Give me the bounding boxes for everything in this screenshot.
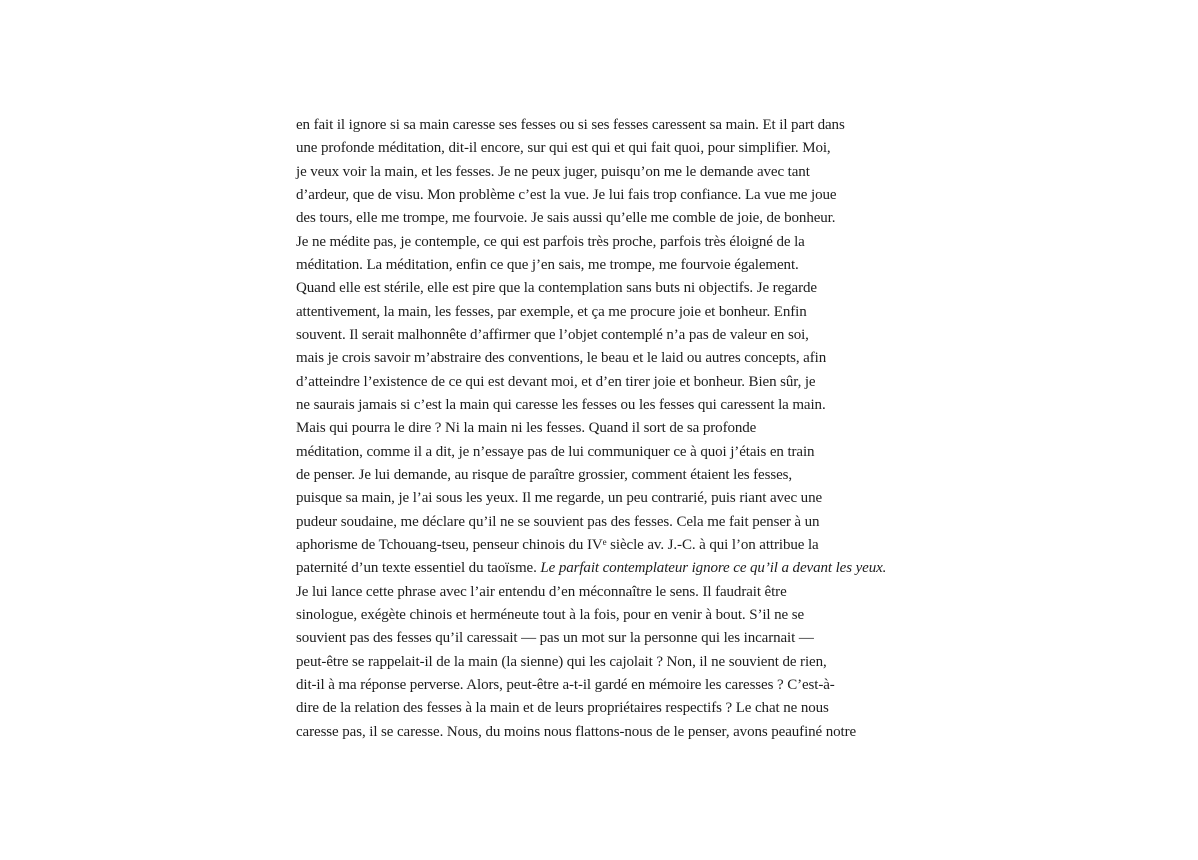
ordinal-superscript: e [602,536,607,547]
body-text: d’atteindre l’existence de ce qui est devant moi, et d’en tirer joie et bonheur. Bien sûr, je [296,373,816,390]
text-line [296,417,933,440]
body-text: sinologue, exégète chinois et herméneute tout à la fois, pour en venir à bout. S’il ne se [296,606,805,623]
text-line [296,371,933,394]
body-text: Je lui lance cette phrase avec l’air entendu d’en méconnaître le sens. Il faudrait être [296,583,787,600]
body-text: je veux voir la main, et les fesses. Je ne peux juger, puisqu’on me le demande avec tant [296,163,810,180]
text-line [296,534,933,557]
text-line [296,114,933,137]
text-line [296,721,933,744]
text-line [296,277,933,300]
body-text: dire de la relation des fesses à la main et de leurs propriétaires respectifs ? Le chat ne nous [296,700,829,717]
text-block [296,114,933,744]
text-line [296,441,933,464]
text-line [296,674,933,697]
body-text: ne saurais jamais si c’est la main qui caresse les fesses ou les fesses qui caressent la main. [296,396,826,413]
body-text: une profonde méditation, dit-il encore, sur qui est qui et qui fait quoi, pour simplifier. Moi, [296,140,831,157]
body-text: d’ardeur, que de visu. Mon problème c’est la vue. Je lui fais trop confiance. La vue me joue [296,186,837,203]
body-text: caresse pas, il se caresse. Nous, du moins nous flattons-nous de le penser, avons peaufiné notre [296,723,857,740]
text-line [296,604,933,627]
body-text: souvent. Il serait malhonnête d’affirmer que l’objet contemplé n’a pas de valeur en soi, [296,326,809,343]
body-text: paternité d’un texte essentiel du taoïsme. [296,560,541,577]
body-text: des tours, elle me trompe, me fourvoie. Je sais aussi qu’elle me comble de joie, de bonheur. [296,210,836,227]
text-line [296,161,933,184]
body-text: Mais qui pourra le dire ? Ni la main ni les fesses. Quand il sort de sa profonde [296,420,757,437]
text-line [296,137,933,160]
text-line [296,184,933,207]
body-text: mais je crois savoir m’abstraire des conventions, le beau et le laid ou autres concepts, afin [296,350,827,367]
text-line [296,254,933,277]
text-line [296,651,933,674]
text-line [296,581,933,604]
body-text: pudeur soudaine, me déclare qu’il ne se souvient pas des fesses. Cela me fait penser à un [296,513,820,530]
text-line [296,231,933,254]
body-text: méditation, comme il a dit, je n’essaye pas de lui communiquer ce à quoi j’étais en train [296,443,815,460]
body-text: Quand elle est stérile, elle est pire que la contemplation sans buts ni objectifs. Je regarde [296,280,817,297]
text-line [296,464,933,487]
body-text: souvient pas des fesses qu’il caressait — pas un mot sur la personne qui les incarnait — [296,630,814,647]
body-text: de penser. Je lui demande, au risque de paraître grossier, comment étaient les fesses, [296,466,793,483]
text-line [296,627,933,650]
text-line [296,324,933,347]
italic-citation-text: Le parfait contemplateur ignore ce qu’il a devant les yeux. [540,560,887,577]
text-line [296,697,933,720]
body-text: siècle av. J.-C. à qui l’on attribue la [606,536,819,553]
text-line [296,301,933,324]
text-line [296,557,933,580]
body-text: aphorisme de Tchouang-tseu, penseur chinois du IV [296,536,603,553]
body-text: peut-être se rappelait-il de la main (la sienne) qui les cajolait ? Non, il ne souvient de rien, [296,653,827,670]
text-line [296,347,933,370]
body-text: attentivement, la main, les fesses, par exemple, et ça me procure joie et bonheur. Enfin [296,303,807,320]
text-line [296,487,933,510]
body-text: Je ne médite pas, je contemple, ce qui est parfois très proche, parfois très éloigné de la [296,233,805,250]
body-text: puisque sa main, je l’ai sous les yeux. Il me regarde, un peu contrarié, puis riant avec une [296,490,823,507]
body-text: en fait il ignore si sa main caresse ses fesses ou si ses fesses caressent sa main. Et il part dans [296,117,845,133]
text-line [296,394,933,417]
body-text: méditation. La méditation, enfin ce que j’en sais, me trompe, me fourvoie également. [296,256,799,273]
body-text: dit-il à ma réponse perverse. Alors, peut-être a-t-il gardé en mémoire les caresses ? C’est-à- [296,676,835,693]
text-line [296,207,933,230]
text-line [296,511,933,534]
